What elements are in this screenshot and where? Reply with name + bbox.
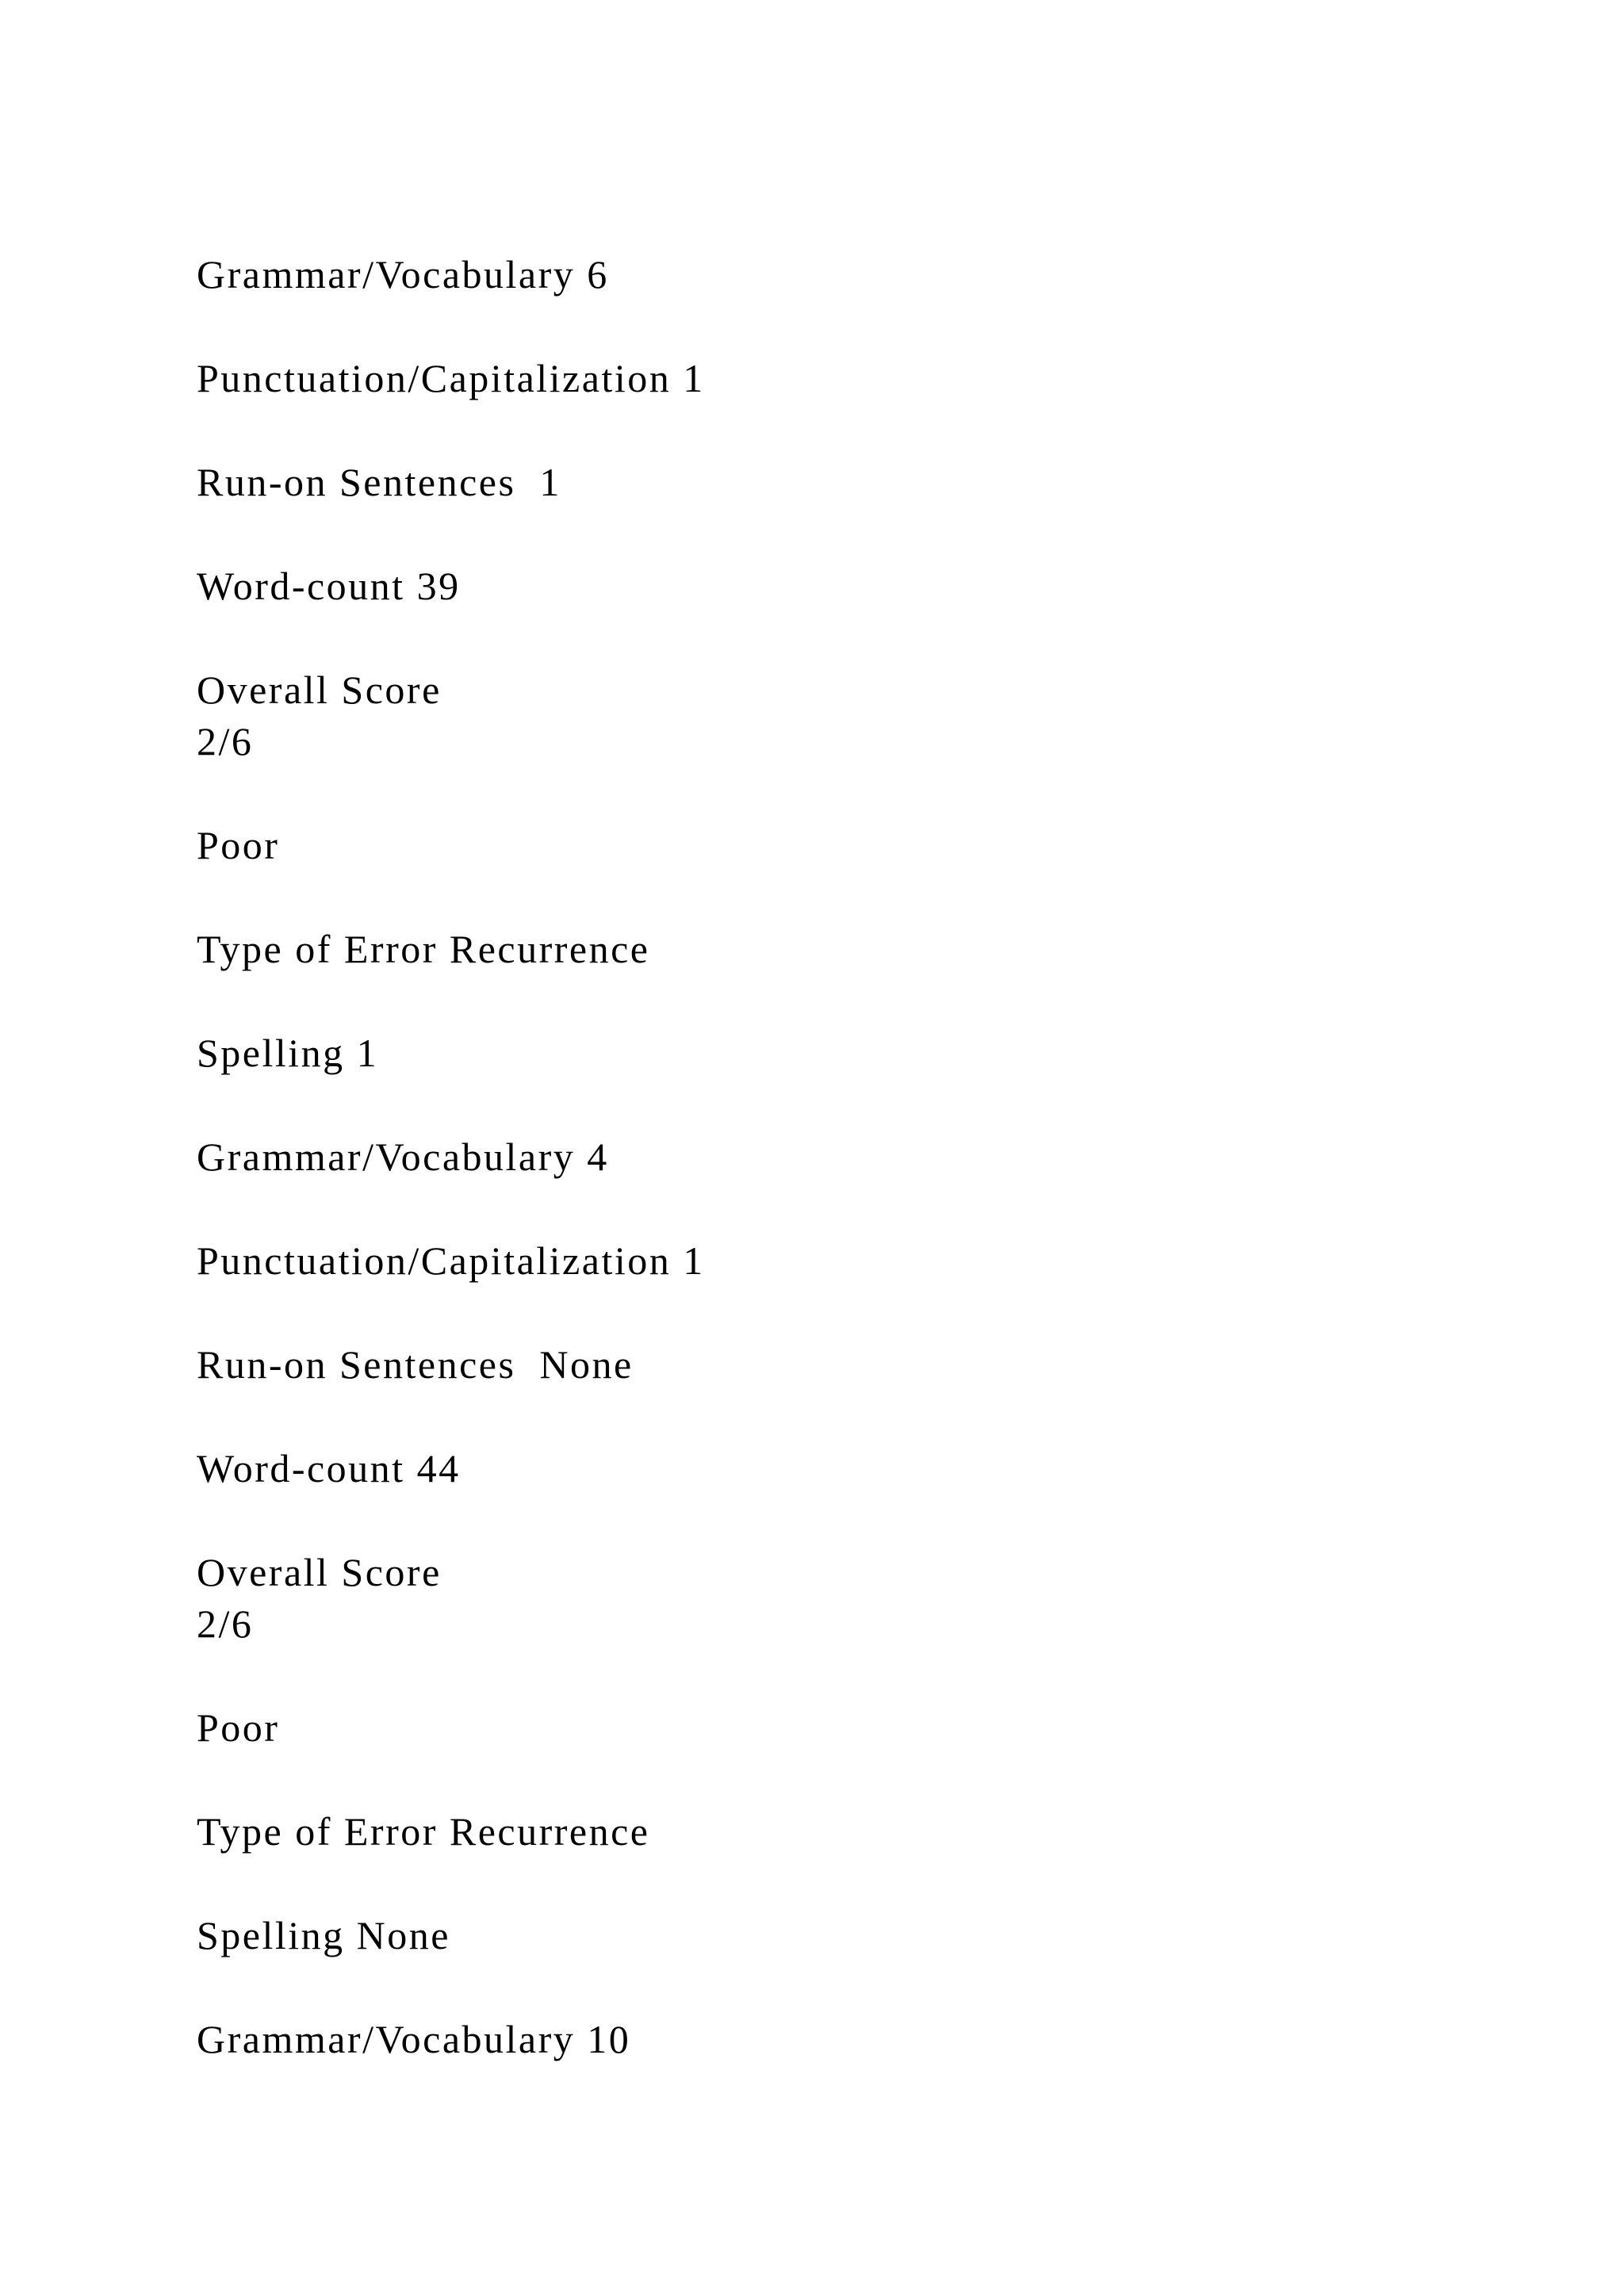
overall-score-value: 2/6: [197, 1601, 254, 1646]
word-count-line: Word-count 39: [197, 564, 461, 608]
overall-score-label: Overall Score: [197, 1550, 442, 1594]
rating-text: Poor: [197, 823, 280, 867]
run-on-sentences-line: Run-on Sentences 1: [197, 460, 561, 504]
overall-score-value: 2/6: [197, 719, 254, 763]
spelling-line: Spelling 1: [197, 1031, 379, 1075]
section-heading: Type of Error Recurrence: [197, 1809, 650, 1854]
section-heading: Type of Error Recurrence: [197, 927, 650, 971]
punctuation-capitalization-line: Punctuation/Capitalization 1: [197, 1238, 705, 1283]
word-count-line: Word-count 44: [197, 1446, 461, 1490]
overall-score-label: Overall Score: [197, 668, 442, 712]
run-on-sentences-line: Run-on Sentences None: [197, 1342, 634, 1387]
rating-text: Poor: [197, 1705, 280, 1750]
grammar-vocabulary-line: Grammar/Vocabulary 10: [197, 2017, 631, 2061]
punctuation-capitalization-line: Punctuation/Capitalization 1: [197, 356, 705, 400]
grammar-vocabulary-line: Grammar/Vocabulary 6: [197, 252, 609, 297]
spelling-line: Spelling None: [197, 1913, 450, 1957]
grammar-vocabulary-line: Grammar/Vocabulary 4: [197, 1135, 609, 1179]
